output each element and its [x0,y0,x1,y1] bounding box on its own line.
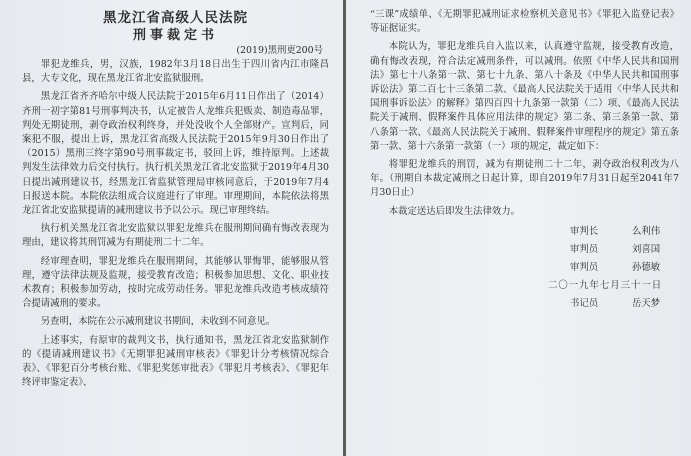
ruling-paragraph: 将罪犯龙维兵的刑罚，减为有期徒刑二十二年，剥夺政治权利改为八年。（刑期自本裁定减刑之日起计算，即自2019年7月31日起至2041年7月30日止） [370,159,679,199]
signature-name: 刘喜国 [632,243,661,255]
signature-row [570,223,679,241]
case-history-paragraph: 黑龙江省齐齐哈尔中级人民法院于2015年6月11日作出了（2014）齐刑一初字第81号刑事判决书，认定被告人龙维兵犯贩卖、制造毒品罪，判处无期徒刑，剥夺政治权利终身，并处没收个人全部财产。宣判后，同案犯不服，提出上诉，黑龙江省高级人民法院于2015年9月30日作出了（2015）黑刑三终字第90号刑事裁定书，驳回上诉，维持原判。上述裁判发生法律效力后交付执行。执行机关黑龙江省北安监狱于2019年4月30日提出减刑建议书，经黑龙江省监狱管理局审核同意后，于2019年7月4日报送本院。本院依法组成合议庭进行了审理。审理期间，本院依法将黑龙江省北安监狱提请的减刑建议书予以公示。现已审理终结。 [22,91,329,217]
document-title: 刑事裁定书 [132,28,218,43]
defendant-info-paragraph: 罪犯龙维兵，男，汉族，1982年3月18日出生于四川省内江市隆昌县，大专文化，现在黑龙江省北安监狱服刑。 [22,59,329,85]
court-name: 黑龙江省高级人民法院 [103,10,248,26]
case-number: (2019)黑刑更200号 [236,45,323,56]
signature-name: 么利伟 [632,225,661,237]
signature-name: 孙德敏 [632,261,661,273]
evidence-continued-paragraph: “三课”成绩单、《无期罪犯减刑证求检察机关意见书》《罪犯入监登记表》等证据证实。 [370,9,679,35]
signature-block [370,223,679,313]
ruling-date: 二〇一九年七月三十一日 [548,279,663,291]
clerk-name: 岳天梦 [632,297,661,309]
signature-row [570,241,679,259]
right-page [346,0,691,456]
left-page [0,0,343,456]
signature-role: 审判长 [570,225,599,237]
publicity-paragraph: 另查明，本院在公示减刑建议书期间，未收到不同意见。 [40,316,276,328]
signature-row [570,259,679,277]
clerk-row [570,295,679,313]
findings-paragraph: 经审理查明，罪犯龙维兵在服刑期间，其能够认罪悔罪，能够服从管理，遵守法律法规及监规，接受教育改造；积极参加思想、文化、职业技术教育；积极参加劳动，按时完成劳动任务。罪犯龙维兵改造考核成绩符合提请减刑的要求。 [22,255,329,310]
commutation-proposal-paragraph: 执行机关黑龙江省北安监狱以罪犯龙维兵在服刑期间确有悔改表现为理由，建议将其刑罚减为有期徒刑二十二年。 [22,223,329,249]
signature-role: 审判员 [570,243,599,255]
court-opinion-paragraph: 本院认为，罪犯龙维兵自入监以来，认真遵守监规，接受教育改造，确有悔改表现，符合法定减刑条件，可以减刑。依照《中华人民共和国刑法》第七十八条第一款、第七十九条、第八十条及《中华人民共和国刑事诉讼法》第二百七十三条第二款、《最高人民法院关于适用〈中华人民共和国刑事诉讼法〉的解释》第四百四十九条第一款第（二）项、《最高人民法院关于减刑、假释案件具体应用法律的规定》第二条、第三条第一款、第八条第一款、《最高人民法院关于减刑、假释案件审理程序的规定》第五条第一款、第十六条第一款第（一）项的规定，裁定如下： [370,41,679,152]
effectiveness-paragraph: 本裁定送达后即发生法律效力。 [388,205,521,217]
clerk-role: 书记员 [570,297,599,309]
signature-role: 审判员 [570,261,599,273]
evidence-paragraph: 上述事实，有原审的裁判文书，执行通知书，黑龙江省北安监狱制作的《提请减刑建议书》《无期罪犯减刑审核表》《罪犯计分考核情况综合表》、《罪犯百分考核台账、《罪犯奖惩审批表》《罪犯月考核表》、《罪犯年终评审鉴定表》、 [22,334,329,389]
